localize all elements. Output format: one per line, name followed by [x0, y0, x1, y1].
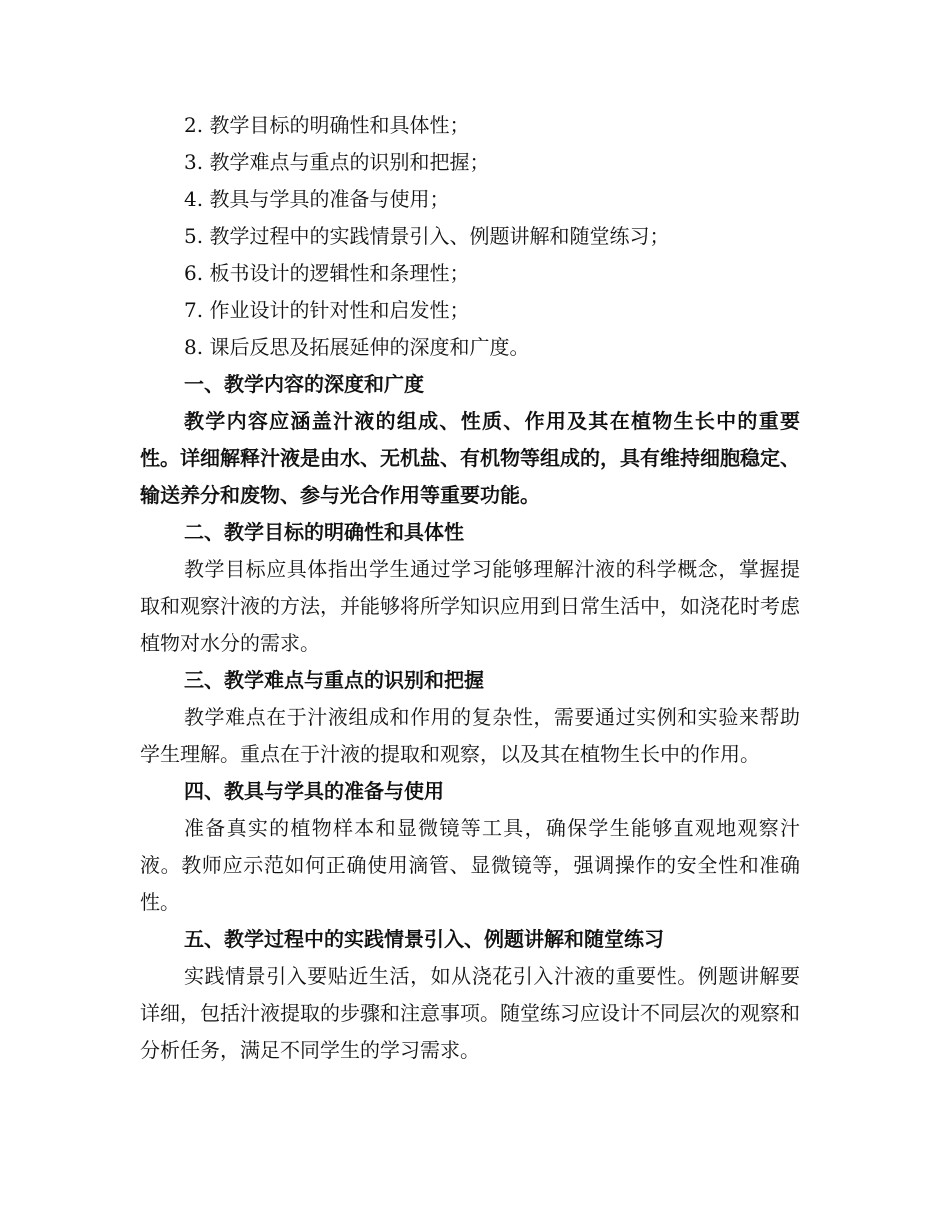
list-item: 3. 教学难点与重点的识别和把握； [184, 150, 490, 174]
section-paragraph: 教学难点在于汁液组成和作用的复杂性，需要通过实例和实验来帮助学生理解。重点在于汁液的提取和观察，以及其在植物生长中的作用。 [140, 705, 800, 766]
list-item: 6. 板书设计的逻辑性和条理性； [184, 261, 470, 285]
document-body [140, 107, 800, 1069]
list-item: 4. 教具与学具的准备与使用； [184, 187, 450, 211]
section-paragraph: 准备真实的植物样本和显微镜等工具，确保学生能够直观地观察汁液。教师应示范如何正确使用滴管、显微镜等，强调操作的安全性和准确性。 [140, 816, 800, 914]
list-item: 8. 课后反思及拓展延伸的深度和广度。 [184, 335, 530, 359]
section-paragraph: 教学内容应涵盖汁液的组成、性质、作用及其在植物生长中的重要性。详细解释汁液是由水、无机盐、有机物等组成的，具有维持细胞稳定、输送养分和废物、参与光合作用等重要功能。 [140, 409, 800, 507]
section-paragraph: 教学目标应具体指出学生通过学习能够理解汁液的科学概念，掌握提取和观察汁液的方法，并能够将所学知识应用到日常生活中，如浇花时考虑植物对水分的需求。 [140, 557, 800, 655]
section-heading: 二、教学目标的明确性和具体性 [184, 520, 464, 544]
section-paragraph: 实践情景引入要贴近生活，如从浇花引入汁液的重要性。例题讲解要详细，包括汁液提取的步骤和注意事项。随堂练习应设计不同层次的观察和分析任务，满足不同学生的学习需求。 [140, 964, 800, 1062]
section-heading: 四、教具与学具的准备与使用 [184, 779, 444, 803]
list-item: 2. 教学目标的明确性和具体性； [184, 113, 470, 137]
section-heading: 五、教学过程中的实践情景引入、例题讲解和随堂练习 [184, 927, 664, 951]
list-item: 5. 教学过程中的实践情景引入、例题讲解和随堂练习； [184, 224, 670, 248]
section-heading: 一、教学内容的深度和广度 [184, 372, 424, 396]
list-item: 7. 作业设计的针对性和启发性； [184, 298, 470, 322]
section-heading: 三、教学难点与重点的识别和把握 [184, 668, 484, 692]
